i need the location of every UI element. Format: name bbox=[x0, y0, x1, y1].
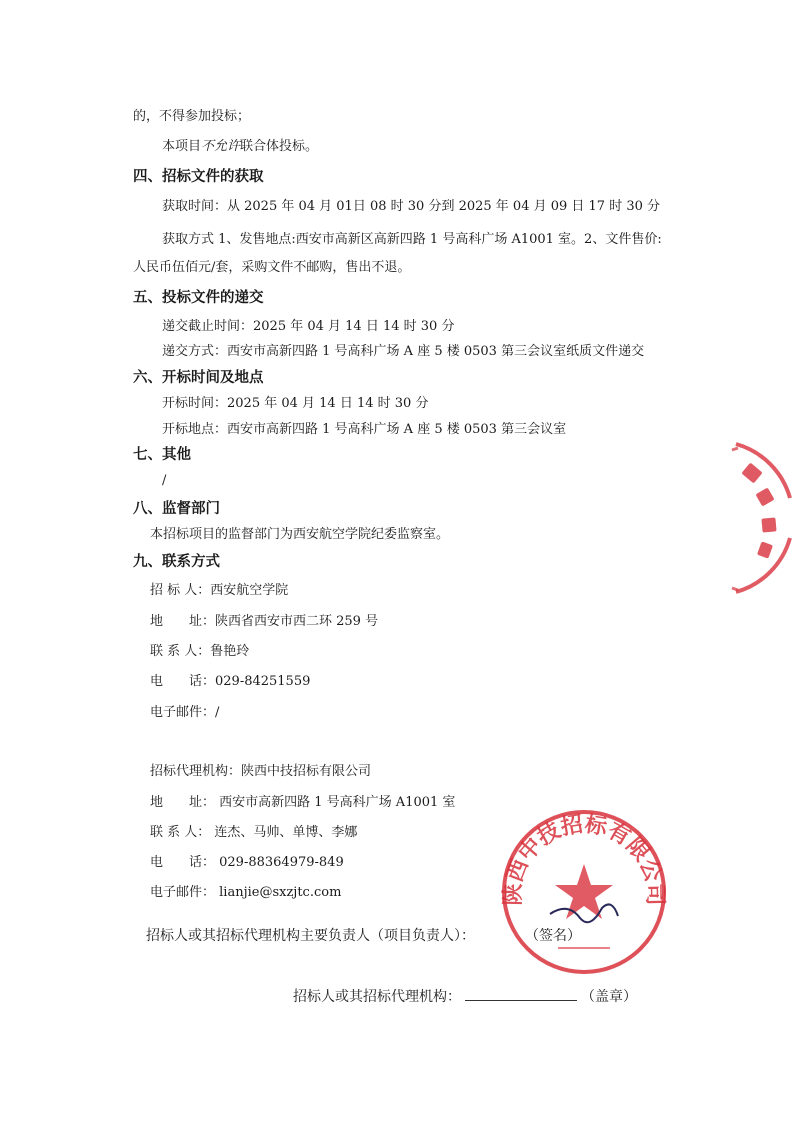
opening-time: 开标时间：2025 年 04 月 14 日 14 时 30 分 bbox=[162, 396, 429, 411]
edge-seal-stamp bbox=[728, 438, 793, 598]
prev-section-continuation: 的，不得参加投标； bbox=[133, 109, 251, 124]
buyer-name: 招 标 人：西安航空学院 bbox=[150, 583, 289, 598]
submission-deadline: 递交截止时间：2025 年 04 月 14 日 14 时 30 分 bbox=[162, 319, 455, 334]
opening-place: 开标地点：西安市高新四路 1 号高科广场 A 座 5 楼 0503 第三会议室 bbox=[162, 422, 567, 437]
buyer-phone: 电 话：029-84251559 bbox=[150, 674, 311, 689]
signature-label: 招标人或其招标代理机构主要负责人（项目负责人）： bbox=[146, 928, 475, 944]
agent-contact: 联 系 人： 连杰、马帅、单博、李娜 bbox=[150, 825, 358, 840]
buyer-email: 电子邮件：/ bbox=[150, 705, 220, 720]
acquisition-method-line1: 获取方式 1、发售地点:西安市高新区高新四路 1 号高科广场 A1001 室。2、文件售价: bbox=[162, 232, 662, 247]
consortium-pre: 本项目 bbox=[162, 139, 202, 154]
seal-label: 招标人或其招标代理机构： bbox=[293, 989, 461, 1005]
buyer-contact: 联 系 人：鲁艳玲 bbox=[150, 644, 250, 659]
section-5-heading: 五、投标文件的递交 bbox=[133, 290, 264, 306]
section-9-heading: 九、联系方式 bbox=[133, 554, 220, 570]
section-6-heading: 六、开标时间及地点 bbox=[133, 370, 264, 386]
acquisition-method-line2: 人民币伍佰元/套，采购文件不邮购，售出不退。 bbox=[133, 260, 411, 275]
svg-text:陕西中技招标有限公司 bbox=[500, 811, 668, 906]
consortium-emphasis: 不允许 bbox=[201, 139, 241, 154]
agent-company-seal bbox=[498, 806, 670, 978]
signature-line-seal bbox=[293, 988, 637, 1005]
seal-blank-line bbox=[465, 988, 577, 1001]
section-8-heading: 八、监督部门 bbox=[133, 501, 220, 517]
handwritten-signature bbox=[550, 904, 618, 922]
section-4-heading: 四、招标文件的获取 bbox=[133, 169, 264, 185]
seal-text: 陕西中技招标有限公司 bbox=[499, 811, 669, 906]
agent-name: 招标代理机构：陕西中技招标有限公司 bbox=[150, 764, 372, 779]
other-content: / bbox=[162, 473, 167, 488]
acquisition-time: 获取时间：从 2025 年 04 月 01日 08 时 30 分到 2025 年 04 月 09 日 17 时 30 分 bbox=[162, 199, 661, 214]
agent-address: 地 址： 西安市高新四路 1 号高科广场 A1001 室 bbox=[150, 795, 456, 810]
section-7-heading: 七、其他 bbox=[133, 447, 191, 463]
signature-line-responsible bbox=[146, 928, 581, 944]
buyer-address: 地 址：陕西省西安市西二环 259 号 bbox=[150, 614, 379, 629]
supervision-content: 本招标项目的监督部门为西安航空学院纪委监察室。 bbox=[150, 527, 450, 542]
submission-method: 递交方式：西安市高新四路 1 号高科广场 A 座 5 楼 0503 第三会议室纸质文件递交 bbox=[162, 344, 645, 359]
agent-email: 电子邮件： lianjie@sxzjtc.com bbox=[150, 885, 342, 900]
agent-phone: 电 话： 029-88364979-849 bbox=[150, 855, 344, 870]
consortium-post: 联合体投标。 bbox=[240, 139, 319, 154]
seal-suffix: （盖章） bbox=[581, 989, 637, 1005]
consortium-note bbox=[162, 139, 318, 155]
signature-suffix: （签名） bbox=[525, 928, 581, 944]
